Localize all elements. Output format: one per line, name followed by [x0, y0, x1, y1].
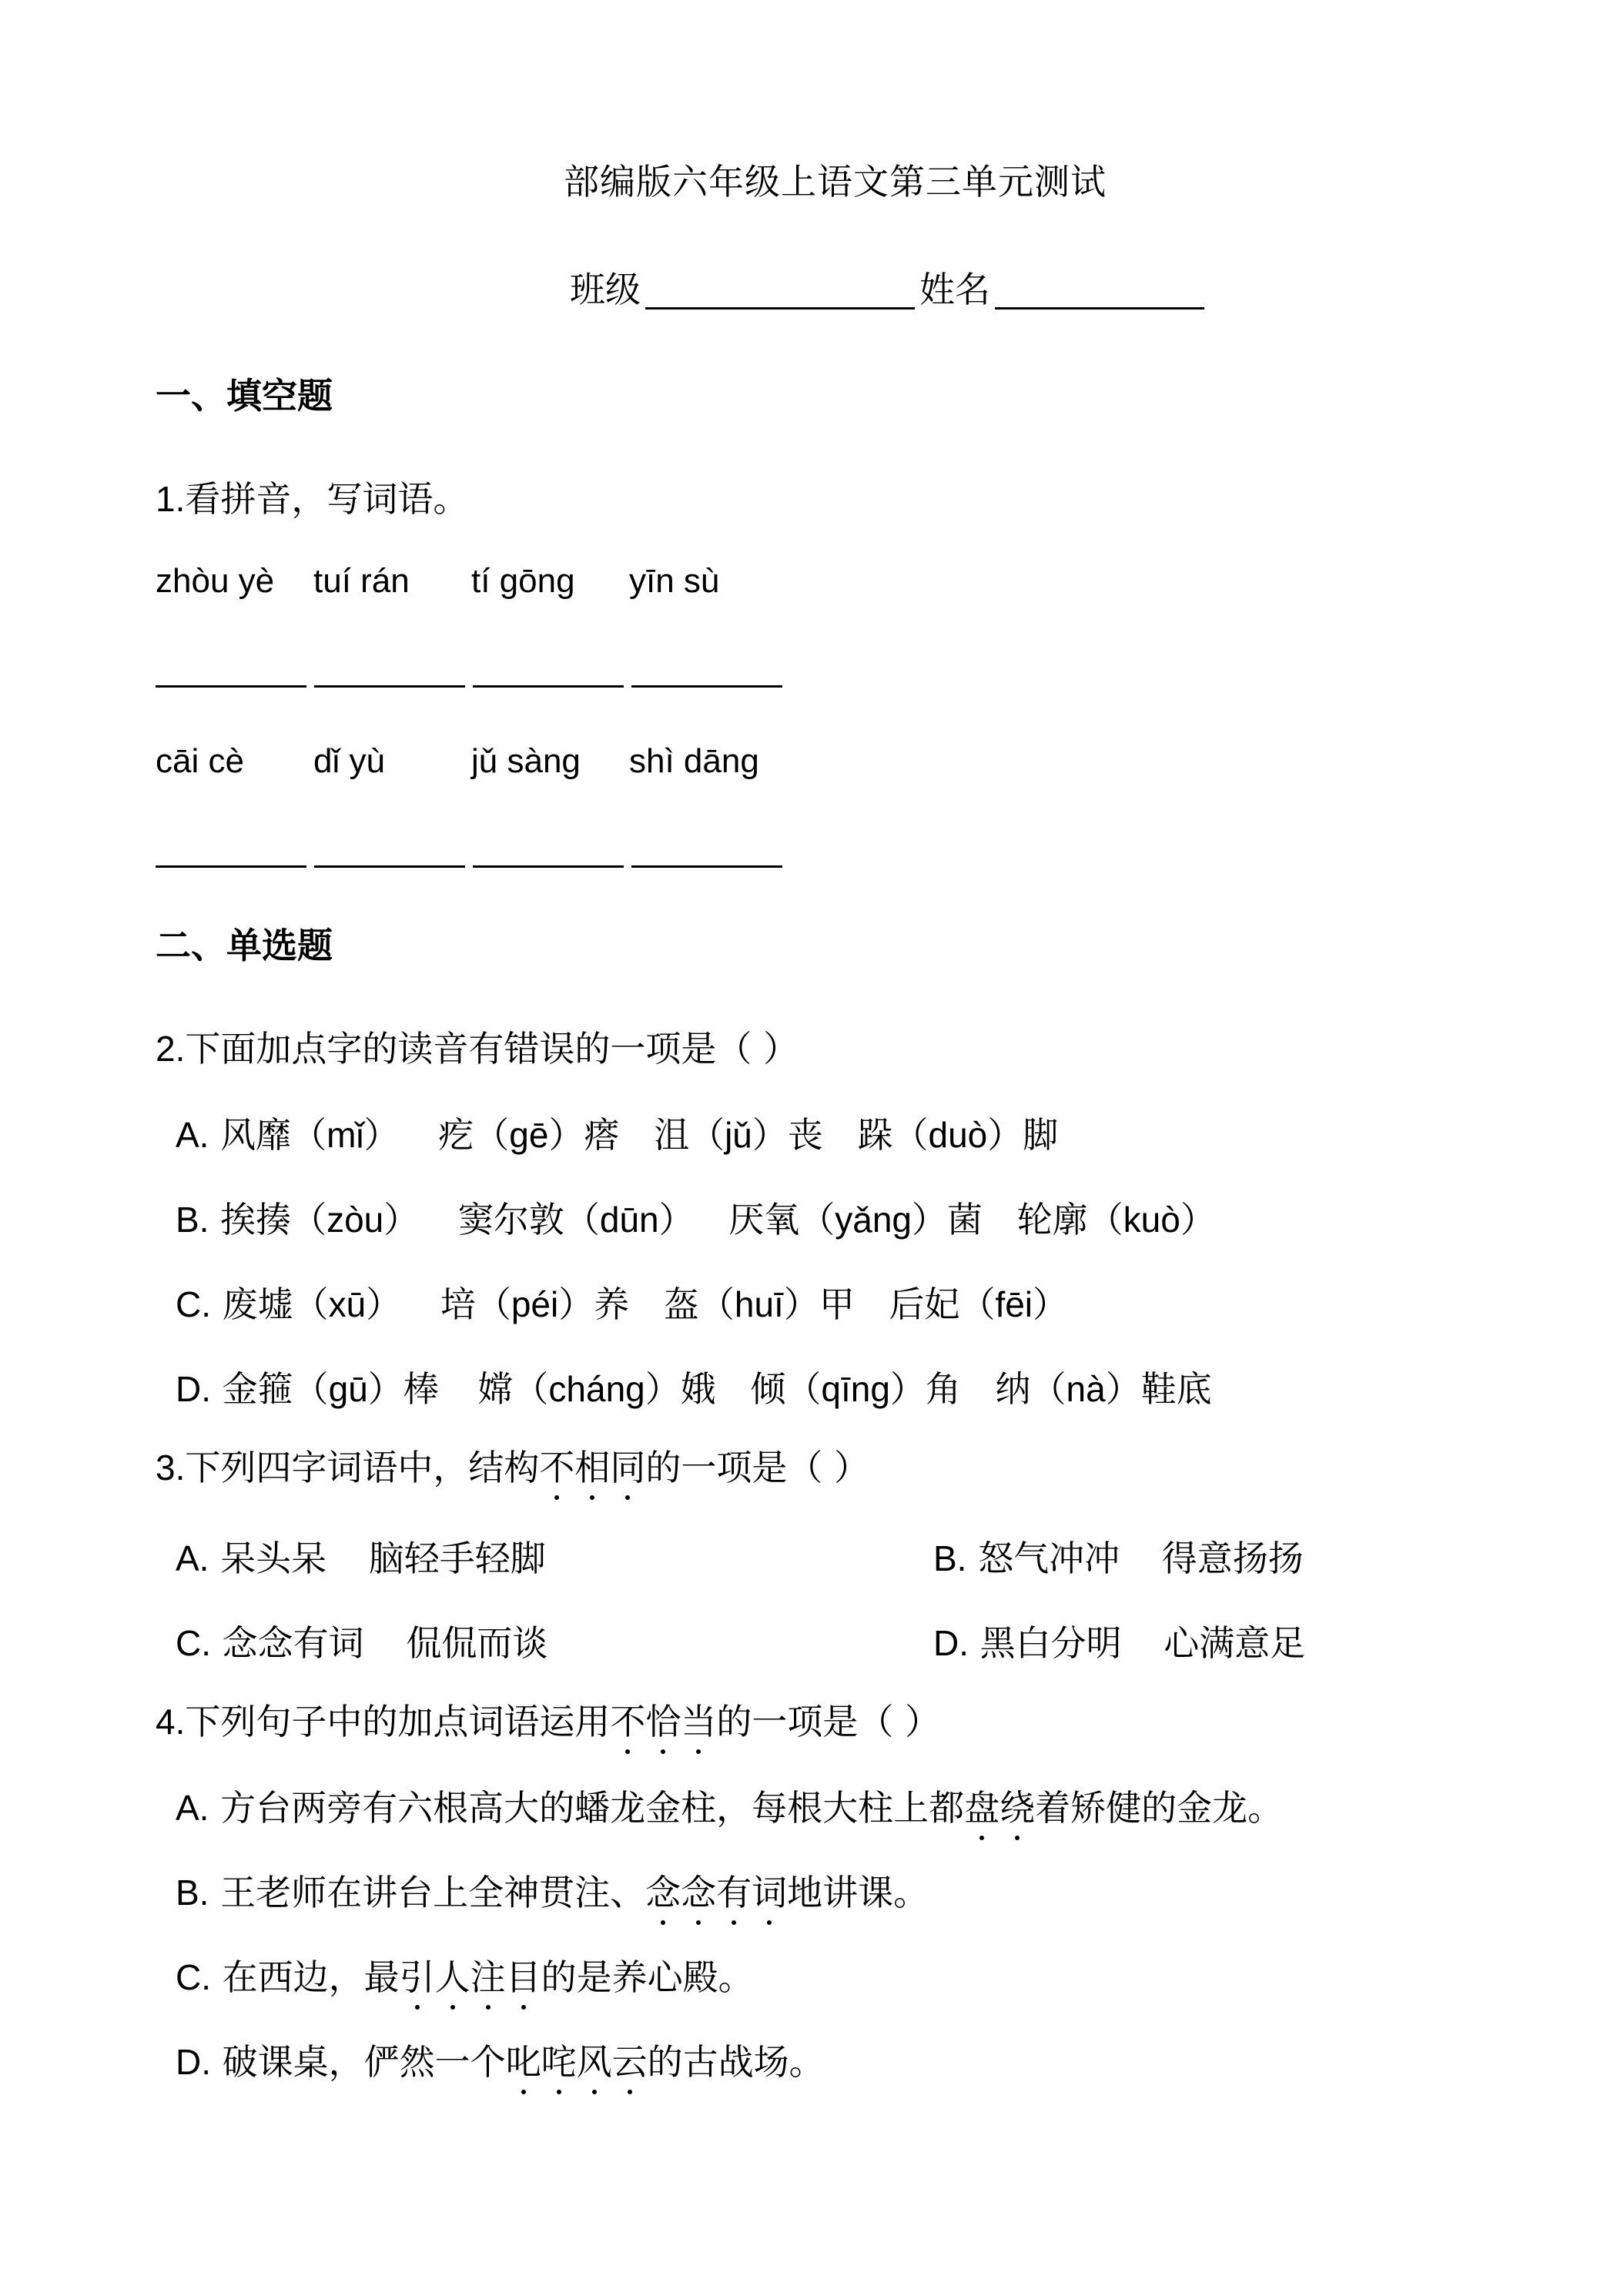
paren: ） [1033, 1284, 1069, 1325]
pinyin: yǎng [835, 1200, 912, 1240]
pinyin: mǐ [326, 1115, 364, 1155]
word: 纳 [995, 1368, 1031, 1410]
option-label: D. [176, 2042, 211, 2082]
word: ）菌 [912, 1199, 983, 1240]
word: ）瘩 [548, 1114, 620, 1156]
class-blank[interactable] [645, 270, 915, 310]
paren: （ [291, 1114, 327, 1156]
word: 跺 [857, 1114, 893, 1156]
answer-blank[interactable] [631, 685, 782, 688]
option-label: D. [176, 1369, 211, 1409]
paren: （ [892, 1114, 929, 1156]
q2-option-b[interactable] [176, 1192, 1216, 1243]
word: 培 [440, 1284, 476, 1325]
paren: ） [363, 1114, 400, 1156]
pinyin: gū [328, 1369, 368, 1409]
question-2 [156, 1021, 799, 1072]
paren: （ [564, 1199, 600, 1240]
option-label: A. [176, 1538, 209, 1578]
pinyin: nà [1066, 1369, 1106, 1409]
option-label: B. [176, 1873, 209, 1913]
word: 后妃 [889, 1284, 960, 1325]
dotted-char: 盘 [964, 1780, 1000, 1831]
dotted-char: 注 [470, 1950, 506, 2000]
pinyin-item: shì dāng [629, 742, 759, 780]
q2-option-c[interactable] [176, 1277, 1068, 1327]
option-word: 得意扬扬 [1161, 1538, 1304, 1579]
paren: （ [293, 1368, 329, 1410]
pinyin: zòu [326, 1200, 384, 1240]
word: 废墟 [222, 1284, 293, 1325]
paren: （ [1030, 1368, 1066, 1410]
paren: ） [658, 1199, 695, 1240]
option-label: C. [176, 1957, 211, 1997]
answer-blank[interactable] [156, 865, 306, 868]
student-info-line [570, 262, 1209, 313]
paren: （ [475, 1284, 511, 1325]
pinyin: kuò [1123, 1200, 1180, 1240]
q3-option-d[interactable] [933, 1615, 1305, 1666]
option-word: 黑白分明 [979, 1622, 1122, 1664]
question-number: 2. [156, 1029, 186, 1069]
question-4 [156, 1694, 940, 1745]
q4-option-b[interactable] [176, 1865, 929, 1916]
section-heading-single-choice: 二、单选题 [156, 925, 333, 966]
dotted-char: 绕 [1000, 1780, 1035, 1831]
pinyin: gē [509, 1115, 549, 1155]
option-text: 在西边，最 [222, 1956, 400, 1998]
dotted-char: 有 [716, 1865, 752, 1916]
word: ）养 [558, 1284, 630, 1325]
question-number: 1. [156, 479, 186, 519]
pinyin-item: tí gōng [471, 562, 575, 600]
option-text: 着矫健的金龙。 [1035, 1787, 1284, 1829]
pinyin-item: yīn sù [629, 562, 720, 600]
word: 倾 [750, 1368, 786, 1410]
dotted-char: 目 [506, 1950, 541, 2000]
pinyin: cháng [548, 1369, 645, 1409]
name-blank[interactable] [995, 270, 1204, 310]
word: ）棒 [367, 1368, 439, 1410]
dotted-char: 相 [574, 1440, 610, 1491]
paren: （ [959, 1284, 996, 1325]
option-label: A. [176, 1115, 209, 1155]
paren: （ [513, 1368, 549, 1410]
paren: （ [698, 1284, 735, 1325]
word: 金箍 [222, 1368, 293, 1410]
paren: ） [383, 1199, 420, 1240]
pinyin-item: tuí rán [313, 562, 410, 600]
word: 风靡 [220, 1114, 292, 1156]
paren: （ [785, 1368, 822, 1410]
word: 沮 [654, 1114, 690, 1156]
option-text: 的是养心殿。 [541, 1956, 754, 1998]
option-word: 怒气冲冲 [978, 1538, 1120, 1579]
paren: （ [293, 1284, 329, 1325]
dotted-char: 不 [610, 1694, 645, 1745]
dotted-char: 念 [645, 1865, 681, 1916]
option-text: 方台两旁有六根高大的蟠龙金柱，每根大柱上都 [220, 1787, 965, 1829]
dotted-char: 不 [539, 1440, 574, 1491]
q3-option-b[interactable] [933, 1531, 1304, 1581]
word: ）丧 [752, 1114, 823, 1156]
word: 挨揍 [220, 1199, 292, 1240]
answer-blank[interactable] [314, 685, 465, 688]
question-3 [156, 1440, 869, 1491]
dotted-char: 云 [612, 2034, 648, 2085]
option-word: 心满意足 [1164, 1622, 1306, 1664]
option-label: D. [933, 1623, 969, 1663]
class-label: 班级 [570, 269, 641, 310]
pinyin: qīng [821, 1369, 890, 1409]
option-text: 破课桌，俨然一个 [222, 2041, 506, 2083]
option-text: 的古战场。 [647, 2041, 825, 2083]
pinyin: huī [734, 1284, 784, 1324]
paren: （ [291, 1199, 327, 1240]
word: 盔 [663, 1284, 699, 1325]
option-label: B. [933, 1538, 967, 1578]
paren: （ [799, 1199, 835, 1240]
word: ）角 [889, 1368, 961, 1410]
word: 疙 [438, 1114, 474, 1156]
option-label: C. [176, 1284, 211, 1324]
option-text: 地讲课。 [787, 1872, 929, 1913]
option-word: 呆头呆 [220, 1538, 327, 1579]
q4-option-a[interactable] [176, 1780, 1283, 1831]
answer-blank[interactable] [631, 865, 782, 868]
dotted-char: 当 [681, 1694, 716, 1745]
option-label: B. [176, 1200, 209, 1240]
paren: （ [1087, 1199, 1123, 1240]
word: 嫦 [477, 1368, 514, 1410]
pinyin-item: zhòu yè [156, 562, 275, 600]
q3-option-a[interactable] [176, 1531, 546, 1581]
word: ）脚 [987, 1114, 1059, 1156]
option-text: 王老师在讲台上全神贯注、 [220, 1872, 646, 1913]
question-text: 的一项是（ ） [716, 1701, 940, 1742]
q4-option-d[interactable] [176, 2034, 825, 2085]
word: ）鞋底 [1105, 1368, 1212, 1410]
option-label: A. [176, 1788, 209, 1828]
pinyin: péi [511, 1284, 559, 1324]
q2-option-d[interactable] [176, 1361, 1212, 1412]
paren: ） [1180, 1199, 1216, 1240]
pinyin: xū [328, 1284, 367, 1324]
pinyin: jǔ [725, 1115, 752, 1155]
paren: （ [689, 1114, 725, 1156]
q4-option-c[interactable] [176, 1950, 754, 2000]
paren: （ [474, 1114, 510, 1156]
paren: ） [366, 1284, 402, 1325]
answer-blank[interactable] [314, 865, 465, 868]
dotted-char: 恰 [645, 1694, 681, 1745]
word: ）娥 [645, 1368, 716, 1410]
option-word: 侃侃而谈 [406, 1622, 548, 1664]
question-number: 4. [156, 1702, 186, 1742]
answer-blank[interactable] [473, 685, 624, 688]
question-text: 看拼音，写词语。 [185, 478, 469, 520]
pinyin: dūn [599, 1200, 659, 1240]
pinyin: fēi [995, 1284, 1033, 1324]
pinyin-item: dǐ yù [313, 742, 385, 780]
pinyin-item: cāi cè [156, 742, 244, 780]
option-word: 念念有词 [222, 1622, 364, 1664]
question-text: 下列句子中的加点词语运用 [185, 1701, 611, 1742]
question-1 [156, 471, 468, 522]
option-label: C. [176, 1623, 211, 1663]
pinyin-item: jǔ sàng [471, 742, 581, 780]
page-title: 部编版六年级上语文第三单元测试 [564, 161, 1107, 202]
dotted-char: 同 [610, 1440, 645, 1491]
question-text: 的一项是（ ） [645, 1447, 869, 1488]
dotted-char: 风 [577, 2034, 612, 2085]
section-heading-fill-blank: 一、填空题 [156, 375, 333, 417]
q2-option-a[interactable] [176, 1107, 1058, 1158]
question-number: 3. [156, 1448, 186, 1488]
dotted-char: 词 [752, 1865, 787, 1916]
dotted-char: 人 [435, 1950, 470, 2000]
answer-blank[interactable] [473, 865, 624, 868]
pinyin: duò [928, 1115, 988, 1155]
question-text: 下列四字词语中，结构 [185, 1447, 540, 1488]
dotted-char: 叱 [506, 2034, 541, 2085]
dotted-char: 咤 [541, 2034, 577, 2085]
word: 厌氧 [728, 1199, 800, 1240]
name-label: 姓名 [919, 269, 990, 310]
word: ）甲 [783, 1284, 855, 1325]
answer-blank[interactable] [156, 685, 306, 688]
word: 轮廓 [1016, 1199, 1088, 1240]
word: 窦尔敦 [457, 1199, 564, 1240]
dotted-char: 引 [400, 1950, 435, 2000]
option-word: 脑轻手轻脚 [368, 1538, 546, 1579]
q3-option-c[interactable] [176, 1615, 547, 1666]
dotted-char: 念 [681, 1865, 716, 1916]
question-text: 下面加点字的读音有错误的一项是（ ） [185, 1028, 799, 1069]
